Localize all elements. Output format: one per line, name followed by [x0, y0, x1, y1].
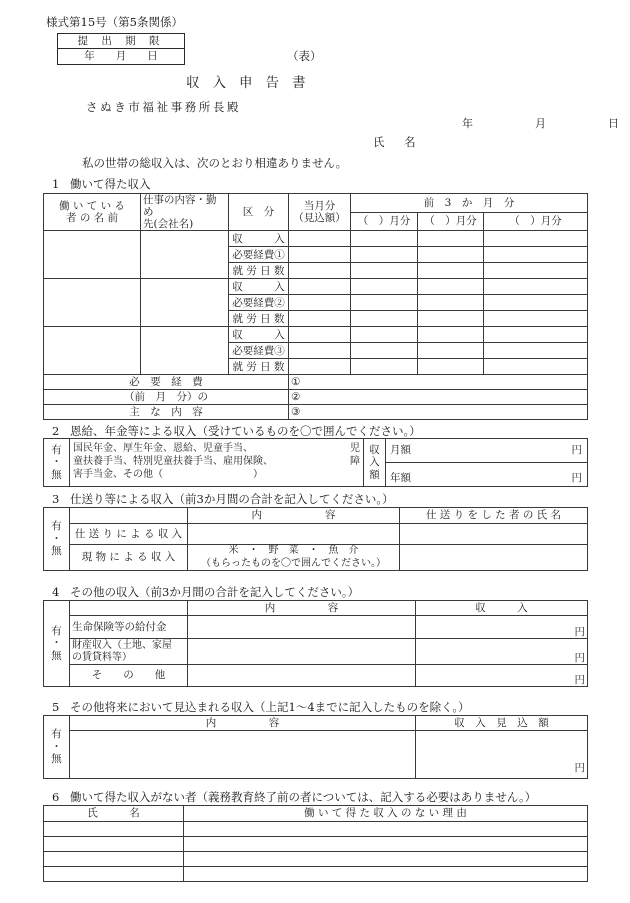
section4-title: その他の収入（前3か月間の合計を記入してください。）	[70, 585, 360, 599]
section6-reason-1[interactable]	[184, 822, 588, 837]
pension-line3: 害手当金、その他（ ）	[73, 468, 263, 480]
cell-m3-expense-2[interactable]	[484, 295, 588, 311]
header-worker-name: 働 い て い る 者 の 名 前	[44, 194, 141, 231]
cell-m3-income-3[interactable]	[484, 327, 588, 343]
date-month: 月	[535, 117, 547, 130]
cell-worker-name-3[interactable]	[44, 327, 141, 375]
cell-m1-expense-3[interactable]	[351, 343, 418, 359]
document-title: 収入申告書	[186, 75, 319, 91]
cell-worker-name-1[interactable]	[44, 231, 141, 279]
section5-heading	[52, 699, 470, 715]
table-header-row	[44, 716, 588, 731]
cell-current-workdays-3[interactable]	[289, 359, 351, 375]
label-expense-2: 必要経費②	[229, 295, 289, 311]
deadline-label: 提 出 期 限	[58, 34, 184, 49]
section3-umu-toggle[interactable]	[44, 508, 70, 571]
section6-header-reason: 働 い て 得 た 収 入 の な い 理 由	[184, 806, 588, 822]
cell-current-income-1[interactable]	[289, 231, 351, 247]
section4-label-property: 財産収入（土地、家屋 の賃貸料等）	[70, 639, 188, 665]
cell-current-workdays-2[interactable]	[289, 311, 351, 327]
section2-title: 恩給、年金等による収入（受けているものを〇で囲んでください。）	[70, 424, 421, 438]
section4-income-insurance[interactable]: 円	[416, 616, 588, 639]
table-row	[44, 616, 588, 639]
cell-m1-income-3[interactable]	[351, 327, 418, 343]
umu-nashi: 無	[51, 753, 62, 766]
section5-content-cell[interactable]	[70, 731, 416, 779]
pension-line1: 国民年金、厚生年金、恩給、児童手当、	[73, 443, 253, 455]
expense-note-value-3[interactable]	[289, 405, 588, 420]
umu-ari: 有	[51, 520, 62, 533]
table-header-row	[44, 194, 588, 213]
header-category: 区 分	[229, 194, 289, 231]
section6-reason-4[interactable]	[184, 867, 588, 882]
section4-header-income: 収 入	[416, 601, 588, 616]
section6-name-3[interactable]	[44, 852, 184, 867]
header-prev-month-1: （ ）月分	[351, 212, 418, 231]
table-row	[44, 822, 588, 837]
cell-m3-workdays-1[interactable]	[484, 263, 588, 279]
header-current-month: 当月分 （見込額）	[289, 194, 351, 231]
cell-m3-income-1[interactable]	[484, 231, 588, 247]
table-header-row	[44, 806, 588, 822]
section3-header-content: 内 容	[188, 508, 400, 524]
date-year: 年	[462, 117, 474, 130]
section3-table	[43, 507, 588, 571]
umu-ari: 有	[51, 624, 62, 637]
monthly-unit: 円	[571, 444, 582, 457]
cell-job-description-3[interactable]	[141, 327, 229, 375]
cell-current-income-2[interactable]	[289, 279, 351, 295]
pension-line2: 童扶養手当、特別児童扶養手当、雇用保険、	[73, 456, 273, 468]
section6-header-name: 氏 名	[44, 806, 184, 822]
section3-content-inkind[interactable]	[188, 545, 400, 571]
section1-heading	[52, 176, 151, 192]
cell-m2-workdays-3[interactable]	[418, 359, 484, 375]
expense-note-row	[44, 375, 588, 390]
section2-yearly-row[interactable]	[386, 463, 588, 487]
expense-note-row	[44, 390, 588, 405]
section5-title: その他将来において見込まれる収入（上記1〜4までに記入したものを除く。）	[70, 700, 470, 714]
umu-nashi: 無	[51, 649, 62, 662]
section1-table	[43, 193, 588, 420]
pension-line2-tail: 障	[350, 456, 360, 468]
cell-current-expense-2[interactable]	[289, 295, 351, 311]
section6-number: 6	[52, 790, 60, 804]
cell-m2-income-3[interactable]	[418, 327, 484, 343]
section2-monthly-row[interactable]	[386, 439, 588, 463]
table-row	[44, 545, 588, 571]
section3-corner-cell	[70, 508, 188, 524]
income-label-1: 収	[369, 443, 380, 456]
section4-corner-cell	[70, 601, 188, 616]
cell-job-description-2[interactable]	[141, 279, 229, 327]
section5-umu-toggle[interactable]	[44, 716, 70, 779]
section6-name-2[interactable]	[44, 837, 184, 852]
table-header-row	[44, 601, 588, 616]
section6-table	[43, 805, 588, 882]
cell-m1-expense-2[interactable]	[351, 295, 418, 311]
table-header-row	[44, 508, 588, 524]
umu-ari: 有	[51, 443, 62, 456]
addressee: さぬき市福祉事務所長殿	[86, 100, 242, 114]
table-row	[44, 279, 588, 295]
label-income-3: 収 入	[229, 327, 289, 343]
section2-table	[43, 438, 588, 487]
label-income-1: 収 入	[229, 231, 289, 247]
omote-mark: （表）	[287, 49, 322, 63]
table-row	[44, 867, 588, 882]
cell-m3-income-2[interactable]	[484, 279, 588, 295]
umu-nashi: 無	[51, 545, 62, 558]
table-row	[44, 665, 588, 687]
cell-m2-expense-3[interactable]	[418, 343, 484, 359]
section6-title: 働いて得た収入がない者（義務教育終了前の者については、記入する必要はありません。）	[70, 790, 537, 804]
section3-content-remittance[interactable]	[188, 524, 400, 545]
cell-m1-income-1[interactable]	[351, 231, 418, 247]
cell-m2-workdays-1[interactable]	[418, 263, 484, 279]
umu-ari: 有	[51, 728, 62, 741]
date-day: 日	[608, 117, 620, 130]
table-row	[44, 327, 588, 343]
deadline-value: 年 月 日	[84, 50, 158, 62]
expense-note-row	[44, 405, 588, 420]
table-row	[44, 439, 588, 463]
umu-nashi: 無	[51, 468, 62, 481]
label-workdays-1: 就 労 日 数	[229, 263, 289, 279]
label-income-2: 収 入	[229, 279, 289, 295]
section3-label-remittance: 仕 送 り に よ る 収 入	[70, 524, 188, 545]
income-label-2: 入	[369, 456, 380, 469]
form-code: 様式第15号（第5条関係）	[46, 15, 183, 29]
table-row	[44, 837, 588, 852]
section3-header-sender: 仕 送 り を し た 者 の 氏 名	[400, 508, 588, 524]
expense-marker-1: ①	[291, 376, 301, 389]
section6-reason-3[interactable]	[184, 852, 588, 867]
table-row	[44, 524, 588, 545]
section4-header-content: 内 容	[188, 601, 416, 616]
cell-m1-expense-1[interactable]	[351, 247, 418, 263]
cell-current-expense-3[interactable]	[289, 343, 351, 359]
cell-m3-workdays-2[interactable]	[484, 311, 588, 327]
yearly-label: 年額	[390, 471, 411, 484]
date-line	[462, 115, 620, 131]
section2-heading	[52, 423, 421, 439]
cell-m2-income-1[interactable]	[418, 231, 484, 247]
applicant-name-label: 氏 名	[373, 135, 420, 149]
section1-number: 1	[52, 177, 60, 191]
section1-title: 働いて得た収入	[70, 177, 151, 191]
section4-label-insurance: 生命保険等の給付金	[70, 616, 188, 639]
section4-content-other[interactable]	[188, 665, 416, 687]
cell-worker-name-2[interactable]	[44, 279, 141, 327]
table-row	[44, 731, 588, 779]
cell-current-expense-1[interactable]	[289, 247, 351, 263]
umu-dot: ・	[51, 532, 62, 545]
expense-marker-2: ②	[291, 391, 301, 404]
cell-m1-workdays-2[interactable]	[351, 311, 418, 327]
cell-current-income-3[interactable]	[289, 327, 351, 343]
umu-dot: ・	[51, 740, 62, 753]
section5-number: 5	[52, 700, 60, 714]
cell-m1-workdays-1[interactable]	[351, 263, 418, 279]
section3-sender-remittance[interactable]	[400, 524, 588, 545]
section6-reason-2[interactable]	[184, 837, 588, 852]
label-expense-1: 必要経費①	[229, 247, 289, 263]
expense-marker-3: ③	[291, 406, 301, 419]
expense-note-line1: 必 要 経 費	[44, 375, 289, 390]
cell-m3-expense-3[interactable]	[484, 343, 588, 359]
section5-table	[43, 715, 588, 779]
monthly-label: 月額	[390, 444, 411, 457]
header-job-description: 仕事の内容・勤め 先(会社名)	[141, 194, 229, 231]
expense-note-value-1[interactable]	[289, 375, 588, 390]
yearly-unit: 円	[571, 471, 582, 484]
section5-header-content: 内 容	[70, 716, 416, 731]
section6-heading	[52, 789, 536, 805]
section4-content-insurance[interactable]	[188, 616, 416, 639]
cell-m2-expense-2[interactable]	[418, 295, 484, 311]
header-prev3-group: 前 3 か 月 分	[351, 194, 588, 213]
section2-number: 2	[52, 424, 60, 438]
cell-m1-workdays-3[interactable]	[351, 359, 418, 375]
section4-label-other: そ の 他	[70, 665, 188, 687]
expense-note-value-2[interactable]	[289, 390, 588, 405]
submission-deadline-box	[57, 33, 185, 65]
section5-expected-amount[interactable]: 円	[416, 731, 588, 779]
section3-label-inkind: 現 物 に よ る 収 入	[70, 545, 188, 571]
section3-number: 3	[52, 492, 60, 506]
label-expense-3: 必要経費③	[229, 343, 289, 359]
cell-m2-expense-1[interactable]	[418, 247, 484, 263]
expense-note-line2: （前 月 分）の	[44, 390, 289, 405]
table-row	[44, 639, 588, 665]
pension-line1-tail: 児	[350, 443, 360, 455]
section6-name-4[interactable]	[44, 867, 184, 882]
inkind-items: 米 ・ 野 菜 ・ 魚 介	[228, 545, 359, 556]
section2-umu-toggle[interactable]	[44, 439, 70, 487]
header-prev-month-2: （ ）月分	[418, 212, 484, 231]
section3-sender-inkind[interactable]	[400, 545, 588, 571]
section4-heading	[52, 584, 359, 600]
inkind-note: （もらったものを〇で囲んでください。）	[201, 557, 386, 569]
cell-current-workdays-1[interactable]	[289, 263, 351, 279]
table-row	[44, 852, 588, 867]
section4-income-other[interactable]: 円	[416, 665, 588, 687]
section4-umu-toggle[interactable]	[44, 601, 70, 687]
label-workdays-3: 就 労 日 数	[229, 359, 289, 375]
section4-content-property[interactable]	[188, 639, 416, 665]
expense-note-line3: 主 な 内 容	[44, 405, 289, 420]
section2-income-amount-label	[364, 439, 386, 487]
cell-m1-income-2[interactable]	[351, 279, 418, 295]
section3-title: 仕送り等による収入（前3か月間の合計を記入してください。）	[70, 492, 394, 506]
umu-dot: ・	[51, 637, 62, 650]
section4-income-property[interactable]: 円	[416, 639, 588, 665]
income-label-3: 額	[369, 468, 380, 481]
cell-m3-expense-1[interactable]	[484, 247, 588, 263]
header-prev-month-3: （ ）月分	[484, 212, 588, 231]
cell-m3-workdays-3[interactable]	[484, 359, 588, 375]
section2-pension-options[interactable]	[70, 439, 364, 487]
section3-heading	[52, 491, 394, 507]
cell-m2-income-2[interactable]	[418, 279, 484, 295]
declaration-statement: 私の世帯の総収入は、次のとおり相違ありません。	[82, 156, 348, 170]
section5-header-expected: 収 入 見 込 額	[416, 716, 588, 731]
cell-m2-workdays-2[interactable]	[418, 311, 484, 327]
section4-table	[43, 600, 588, 687]
umu-dot: ・	[51, 456, 62, 469]
section4-number: 4	[52, 585, 60, 599]
cell-job-description-1[interactable]	[141, 231, 229, 279]
section6-name-1[interactable]	[44, 822, 184, 837]
table-row	[44, 231, 588, 247]
label-workdays-2: 就 労 日 数	[229, 311, 289, 327]
